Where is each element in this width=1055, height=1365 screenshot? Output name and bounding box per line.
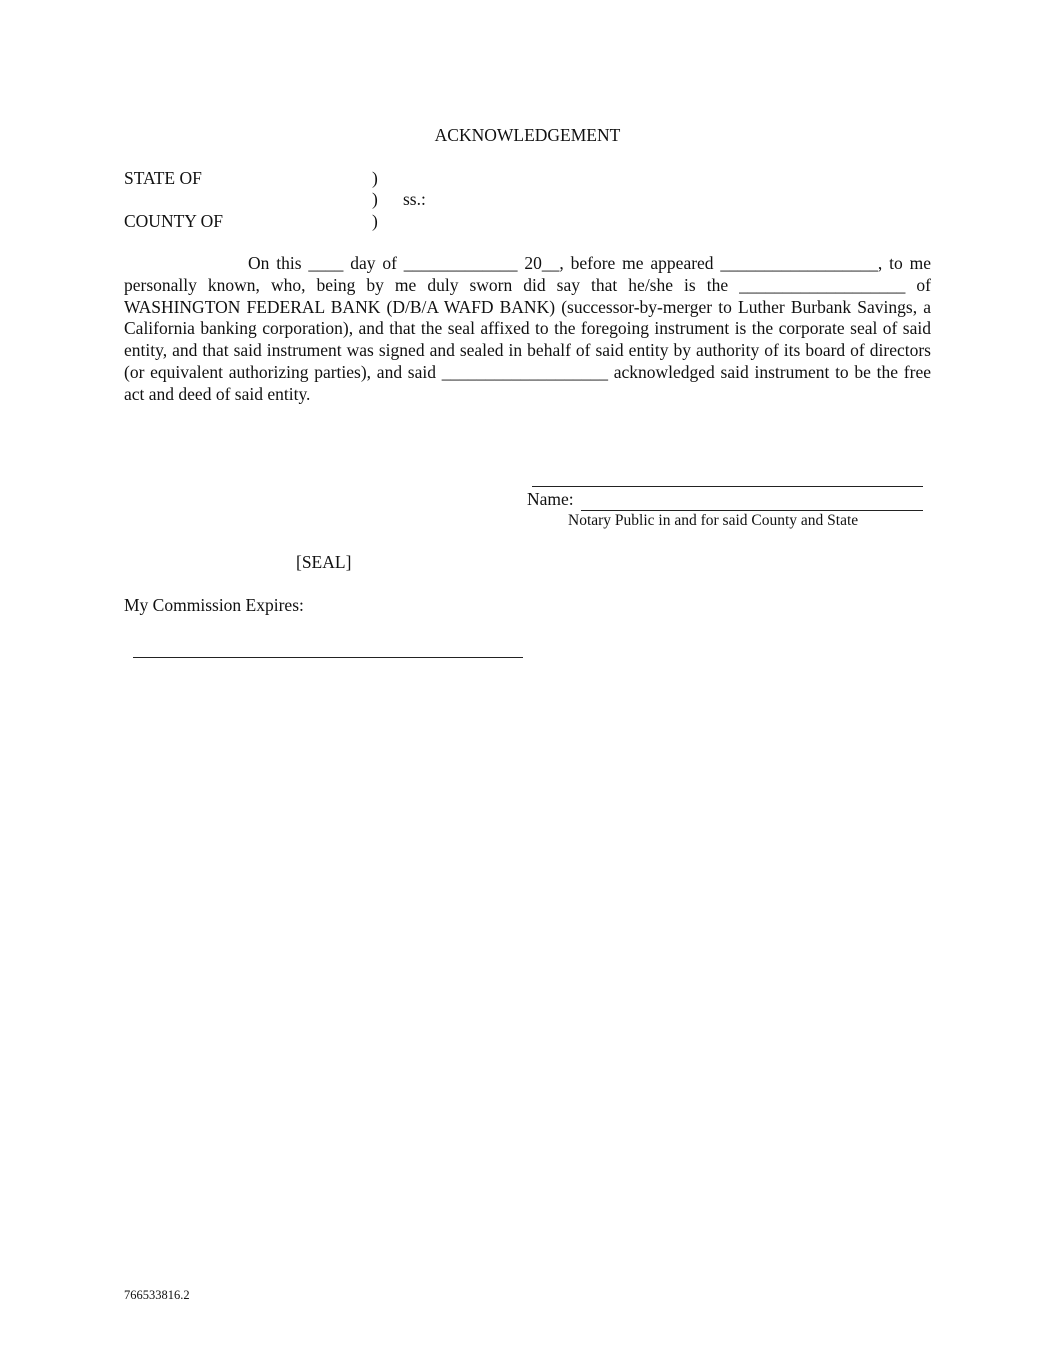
document-title: ACKNOWLEDGEMENT	[434, 125, 621, 145]
acknowledgement-paragraph	[124, 253, 931, 406]
venue-paren-3: )	[372, 211, 378, 231]
venue-paren-1: )	[372, 168, 378, 188]
notary-caption: Notary Public in and for said County and State	[568, 512, 859, 529]
name-label: Name:	[527, 489, 574, 509]
venue-paren-2: )	[372, 189, 378, 209]
state-label: STATE OF	[124, 168, 202, 188]
commission-label: My Commission Expires:	[124, 595, 304, 615]
county-label: COUNTY OF	[124, 211, 224, 231]
name-line	[581, 510, 923, 511]
commission-line	[133, 657, 523, 658]
ss-label: ss.:	[403, 189, 426, 209]
document-number: 766533816.2	[124, 1288, 190, 1302]
paragraph-text: On this ____ day of _____________ 20__, before me appeared __________________, to me personally known, who, being by me duly sworn did say that he/she is the ___________________ of WASHINGTON FEDERAL BANK (D/B/A WAFD BANK) (successor-by-merger to Luther Burbank Savings, a California banking corporation), and that the seal affixed to the foregoing instrument is the corporate seal of said entity, and that said instrument was signed and sealed in behalf of said entity by authority of its board of directors (or equivalent authorizing parties), and said ___________________ acknowledged said instrument to be the free act and deed of said entity.	[124, 253, 931, 404]
seal-label: [SEAL]	[296, 552, 352, 572]
signature-line	[532, 486, 923, 487]
